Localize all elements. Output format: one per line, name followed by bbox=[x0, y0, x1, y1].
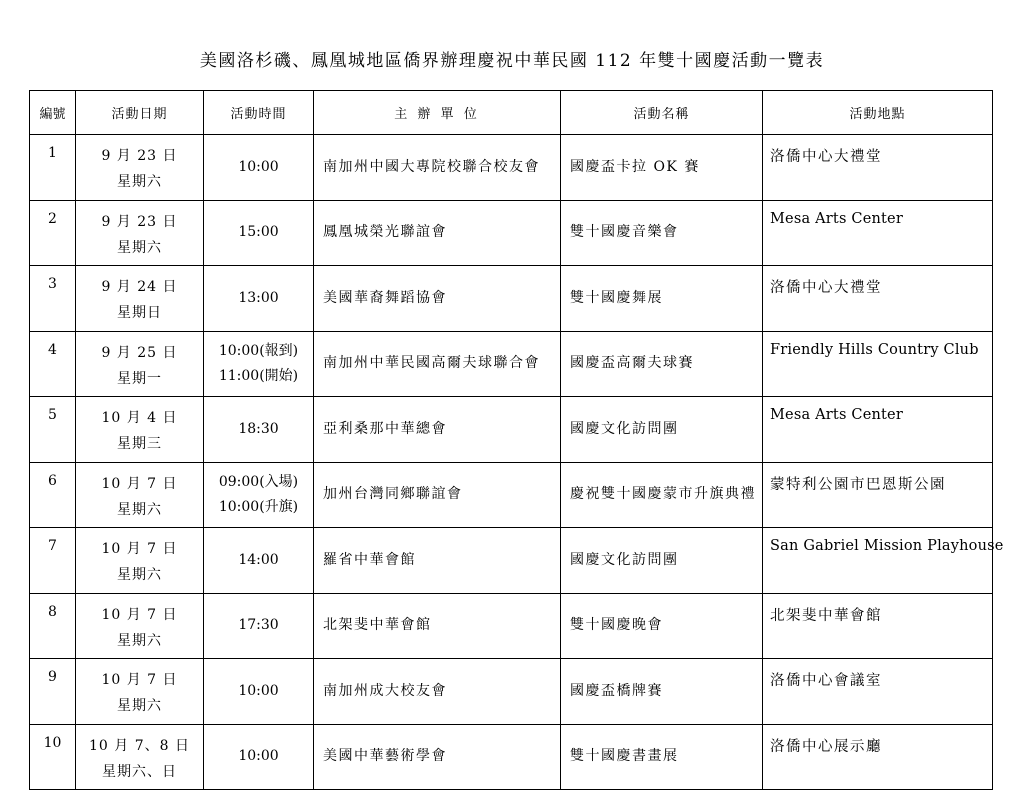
cell-activity: 雙十國慶晚會 bbox=[561, 593, 763, 659]
time-value: 11:00(開始) bbox=[218, 367, 299, 384]
weekday-value: 星期三 bbox=[117, 436, 162, 452]
cell-number: 3 bbox=[30, 266, 76, 332]
date-value: 10 月 7 日 bbox=[101, 541, 178, 557]
cell-location: 北架斐中華會館 bbox=[763, 593, 993, 659]
date-value: 9 月 23 日 bbox=[101, 213, 178, 230]
cell-activity: 慶祝雙十國慶蒙市升旗典禮 bbox=[561, 462, 763, 528]
cell-organizer: 加州台灣同鄉聯誼會 bbox=[314, 462, 561, 528]
table-row bbox=[30, 397, 993, 463]
header-date: 活動日期 bbox=[76, 91, 204, 135]
cell-location: Mesa Arts Center bbox=[763, 397, 993, 463]
cell-number: 6 bbox=[30, 462, 76, 528]
time-value: 14:00 bbox=[238, 551, 279, 568]
cell-date bbox=[76, 528, 204, 594]
weekday-value: 星期六 bbox=[117, 174, 162, 190]
cell-organizer: 南加州中華民國高爾夫球聯合會 bbox=[314, 331, 561, 397]
cell-time bbox=[204, 659, 314, 725]
cell-organizer: 南加州中國大專院校聯合校友會 bbox=[314, 135, 561, 201]
cell-activity: 雙十國慶音樂會 bbox=[561, 200, 763, 266]
cell-date bbox=[76, 462, 204, 528]
cell-time bbox=[204, 462, 314, 528]
cell-activity: 國慶盃卡拉 OK 賽 bbox=[561, 135, 763, 201]
table-row bbox=[30, 462, 993, 528]
table-row bbox=[30, 331, 993, 397]
cell-date bbox=[76, 135, 204, 201]
cell-number: 5 bbox=[30, 397, 76, 463]
time-value: 10:00 bbox=[238, 158, 279, 175]
events-table bbox=[29, 90, 1004, 790]
cell-number: 4 bbox=[30, 331, 76, 397]
weekday-value: 星期六 bbox=[117, 632, 162, 649]
cell-time bbox=[204, 200, 314, 266]
header-activity: 活動名稱 bbox=[561, 91, 763, 135]
cell-location: 洛僑中心大禮堂 bbox=[763, 135, 993, 201]
cell-activity: 國慶盃橋牌賽 bbox=[561, 659, 763, 725]
time-value: 10:00(報到) bbox=[218, 342, 299, 359]
time-value: 10:00(升旗) bbox=[218, 498, 299, 515]
page-title: 美國洛杉磯、鳳凰城地區僑界辦理慶祝中華民國 112 年雙十國慶活動一覽表 bbox=[199, 51, 825, 71]
cell-date bbox=[76, 593, 204, 659]
cell-date bbox=[76, 331, 204, 397]
time-value: 15:00 bbox=[238, 224, 279, 241]
cell-location: 蒙特利公園市巴恩斯公園 bbox=[763, 462, 993, 528]
date-value: 10 月 7 日 bbox=[101, 672, 178, 688]
cell-number: 7 bbox=[30, 528, 76, 594]
table-row bbox=[30, 266, 993, 332]
cell-number: 9 bbox=[30, 659, 76, 725]
date-value: 10 月 7、8 日 bbox=[89, 737, 190, 754]
cell-organizer: 美國華裔舞蹈協會 bbox=[314, 266, 561, 332]
date-value: 10 月 4 日 bbox=[101, 410, 178, 426]
header-location: 活動地點 bbox=[763, 91, 993, 135]
weekday-value: 星期六 bbox=[117, 567, 162, 583]
cell-location: 洛僑中心大禮堂 bbox=[763, 266, 993, 332]
time-value: 10:00 bbox=[238, 748, 279, 765]
table-row bbox=[30, 593, 993, 659]
cell-activity: 國慶文化訪問團 bbox=[561, 528, 763, 594]
cell-number: 8 bbox=[30, 593, 76, 659]
weekday-value: 星期六 bbox=[117, 239, 162, 256]
cell-time bbox=[204, 135, 314, 201]
cell-organizer: 羅省中華會館 bbox=[314, 528, 561, 594]
cell-time bbox=[204, 397, 314, 463]
cell-date bbox=[76, 724, 204, 790]
date-value: 10 月 7 日 bbox=[101, 475, 178, 492]
table-row bbox=[30, 200, 993, 266]
date-value: 9 月 24 日 bbox=[101, 279, 178, 295]
cell-activity: 雙十國慶書畫展 bbox=[561, 724, 763, 790]
cell-number: 10 bbox=[30, 724, 76, 790]
table-row bbox=[30, 135, 993, 201]
weekday-value: 星期日 bbox=[117, 305, 162, 321]
cell-organizer: 南加州成大校友會 bbox=[314, 659, 561, 725]
cell-time bbox=[204, 724, 314, 790]
weekday-value: 星期六 bbox=[117, 501, 162, 518]
weekday-value: 星期一 bbox=[117, 370, 162, 387]
cell-time bbox=[204, 266, 314, 332]
weekday-value: 星期六 bbox=[117, 698, 162, 714]
cell-number: 2 bbox=[30, 200, 76, 266]
cell-organizer: 亞利桑那中華總會 bbox=[314, 397, 561, 463]
cell-organizer: 北架斐中華會館 bbox=[314, 593, 561, 659]
table-row bbox=[30, 724, 993, 790]
cell-date bbox=[76, 659, 204, 725]
cell-organizer: 美國中華藝術學會 bbox=[314, 724, 561, 790]
time-value: 10:00 bbox=[238, 682, 279, 699]
cell-location: San Gabriel Mission Playhouse bbox=[763, 528, 993, 594]
cell-date bbox=[76, 200, 204, 266]
cell-date bbox=[76, 397, 204, 463]
header-time: 活動時間 bbox=[204, 91, 314, 135]
cell-activity: 國慶盃高爾夫球賽 bbox=[561, 331, 763, 397]
cell-time bbox=[204, 593, 314, 659]
weekday-value: 星期六、日 bbox=[102, 763, 177, 780]
time-value: 17:30 bbox=[238, 617, 279, 634]
table-row bbox=[30, 659, 993, 725]
table-header-row bbox=[30, 91, 993, 135]
cell-number: 1 bbox=[30, 135, 76, 201]
date-value: 10 月 7 日 bbox=[101, 606, 178, 623]
cell-location: Mesa Arts Center bbox=[763, 200, 993, 266]
time-value: 18:30 bbox=[238, 420, 279, 437]
cell-location: 洛僑中心展示廳 bbox=[763, 724, 993, 790]
header-organizer: 主 辦 單 位 bbox=[314, 91, 561, 135]
table-row bbox=[30, 528, 993, 594]
time-value: 13:00 bbox=[238, 289, 279, 306]
cell-activity: 雙十國慶舞展 bbox=[561, 266, 763, 332]
cell-time bbox=[204, 528, 314, 594]
cell-time bbox=[204, 331, 314, 397]
cell-organizer: 鳳凰城榮光聯誼會 bbox=[314, 200, 561, 266]
table-body bbox=[30, 135, 1004, 790]
header-number: 編號 bbox=[30, 91, 76, 135]
cell-activity: 國慶文化訪問團 bbox=[561, 397, 763, 463]
date-value: 9 月 23 日 bbox=[101, 148, 178, 164]
date-value: 9 月 25 日 bbox=[101, 344, 178, 361]
cell-date bbox=[76, 266, 204, 332]
time-value: 09:00(入場) bbox=[218, 473, 299, 490]
cell-location: Friendly Hills Country Club bbox=[763, 331, 993, 397]
cell-location: 洛僑中心會議室 bbox=[763, 659, 993, 725]
